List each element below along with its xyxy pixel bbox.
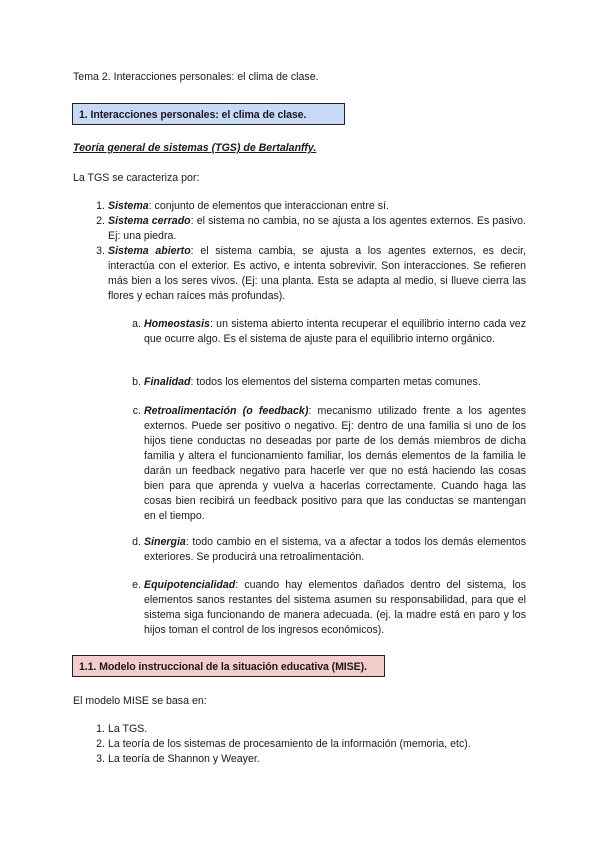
subitem-homeostasis <box>132 317 526 347</box>
list-item: 3. La teoría de Shannon y Weayer. <box>96 753 260 765</box>
subitem-finalidad <box>132 375 526 390</box>
list-item: a. Homeostasis: un sistema abierto intenta recuperar el equilibrio interno cada vez que ocurre algo. Es el sistema de ajuste para el equilibrio interno orgánico. <box>132 318 526 345</box>
list-item: c. Retroalimentación (o feedback): mecanismo utilizado frente a los agentes externos. Puede ser positivo o negativo. Ej: dentro de una familia si uno de los hijos tiene conductas no deseadas por parte de los demás miembros de dicha familia y altera el funcionamiento familiar, los demás elementos de la familia le darán un feedback negativo para hacerle ver que no está haciendo las cosas bien para que aprenda y vuelva a hacerlas correctamente. Cuando haga las cosas bien recibirá un feedback positivo para que las conductas se mantengan en el tiempo. <box>132 405 526 522</box>
list-item: b. Finalidad: todos los elementos del sistema comparten metas comunes. <box>132 376 481 388</box>
subitem-sinergia <box>132 535 526 565</box>
tgs-subtitle: Teoría general de sistemas (TGS) de Bertalanffy. <box>73 142 317 154</box>
list-item: 1. La TGS. <box>96 723 148 735</box>
mise-list <box>96 722 526 767</box>
list-item: 1. Sistema: conjunto de elementos que interaccionan entre sí. <box>96 200 389 212</box>
list-item: e. Equipotencialidad: cuando hay elementos dañados dentro del sistema, los elementos sanos restantes del sistema asumen su responsabilidad, para que el sistema siga funcionando de manera adecuada. (ej. la madre está en paro y los hijos toman el control de los ingresos económicos). <box>132 579 526 636</box>
section-heading-1: 1. Interacciones personales: el clima de clase. <box>72 103 345 125</box>
list-item: d. Sinergia: todo cambio en el sistema, va a afectar a todos los demás elementos exteriores. Se producirá una retroalimentación. <box>132 536 526 563</box>
subitem-retroalimentacion <box>132 404 526 524</box>
subitem-equipotencialidad <box>132 578 526 638</box>
tgs-list <box>96 199 526 304</box>
tgs-intro: La TGS se caracteriza por: <box>73 172 200 184</box>
mise-intro: El modelo MISE se basa en: <box>73 695 207 707</box>
document-header: Tema 2. Interacciones personales: el clima de clase. <box>73 71 319 83</box>
section-heading-1-1: 1.1. Modelo instruccional de la situación educativa (MISE). <box>72 655 385 677</box>
list-item: 2. La teoría de los sistemas de procesamiento de la información (memoria, etc). <box>96 738 471 750</box>
list-item: 3. Sistema abierto: el sistema cambia, se ajusta a los agentes externos, es decir, interactúa con el exterior. Es activo, e intenta sobrevivir. Son interacciones. Se refieren más bien a los seres vivos. (Ej: una planta. Esta se adapta al medio, si llueve cierra las flores y echan raíces más profundas). <box>96 245 526 302</box>
list-item: 2. Sistema cerrado: el sistema no cambia, no se ajusta a los agentes externos. Es pasivo. Ej: una piedra. <box>96 215 526 242</box>
